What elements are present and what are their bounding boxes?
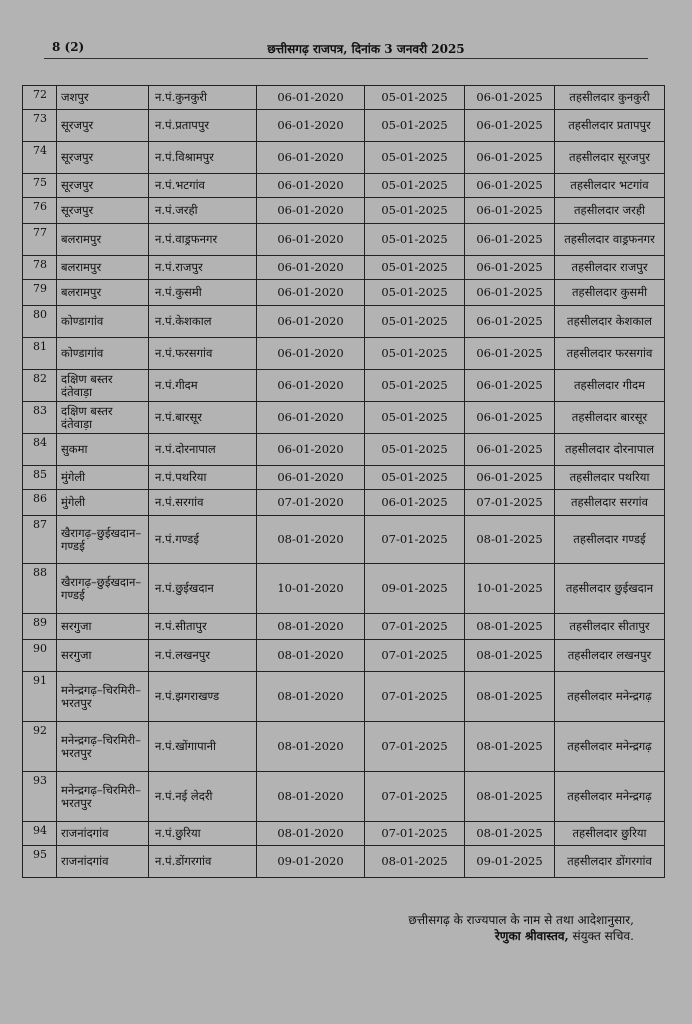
- date-col-3: 08-01-2025: [465, 672, 555, 722]
- serial-number: 88: [23, 564, 57, 614]
- table-row: [23, 722, 665, 772]
- date-col-1: 06-01-2020: [257, 224, 365, 256]
- date-col-2: 05-01-2025: [365, 256, 465, 280]
- date-col-3: 06-01-2025: [465, 256, 555, 280]
- date-col-1: 06-01-2020: [257, 402, 365, 434]
- date-col-2: 07-01-2025: [365, 640, 465, 672]
- table-row: [23, 822, 665, 846]
- signatory-line: [408, 928, 634, 944]
- date-col-3: 06-01-2025: [465, 338, 555, 370]
- district-name: मनेन्द्रगढ़–चिरमिरी–भरतपुर: [57, 772, 149, 822]
- serial-number: 84: [23, 434, 57, 466]
- district-name: बलरामपुर: [57, 280, 149, 306]
- officer-designation: तहसीलदार डोंगरगांव: [555, 846, 665, 878]
- date-col-2: 08-01-2025: [365, 846, 465, 878]
- date-col-3: 06-01-2025: [465, 110, 555, 142]
- date-col-2: 07-01-2025: [365, 614, 465, 640]
- nagar-panchayat: न.पं.कुनकुरी: [149, 86, 257, 110]
- date-col-3: 06-01-2025: [465, 198, 555, 224]
- officer-designation: तहसीलदार सीतापुर: [555, 614, 665, 640]
- date-col-3: 08-01-2025: [465, 822, 555, 846]
- date-col-1: 06-01-2020: [257, 198, 365, 224]
- date-col-1: 06-01-2020: [257, 280, 365, 306]
- signatory-title: संयुक्त सचिव.: [568, 929, 634, 943]
- date-col-3: 06-01-2025: [465, 174, 555, 198]
- date-col-1: 06-01-2020: [257, 86, 365, 110]
- date-col-1: 06-01-2020: [257, 338, 365, 370]
- district-name: दक्षिण बस्तर दंतेवाड़ा: [57, 402, 149, 434]
- date-col-3: 06-01-2025: [465, 370, 555, 402]
- nagar-panchayat: न.पं.वाड्रफनगर: [149, 224, 257, 256]
- serial-number: 87: [23, 516, 57, 564]
- date-col-2: 05-01-2025: [365, 338, 465, 370]
- header-rule: [44, 58, 648, 59]
- date-col-1: 10-01-2020: [257, 564, 365, 614]
- date-col-2: 05-01-2025: [365, 142, 465, 174]
- district-name: राजनांदगांव: [57, 846, 149, 878]
- nagar-panchayat: न.पं.गीदम: [149, 370, 257, 402]
- nagar-panchayat: न.पं.भटगांव: [149, 174, 257, 198]
- nagar-panchayat: न.पं.कुसमी: [149, 280, 257, 306]
- date-col-2: 07-01-2025: [365, 672, 465, 722]
- district-name: सूरजपुर: [57, 198, 149, 224]
- officer-designation: तहसीलदार वाड्रफनगर: [555, 224, 665, 256]
- officer-designation: तहसीलदार दोरनापाल: [555, 434, 665, 466]
- date-col-2: 09-01-2025: [365, 564, 465, 614]
- date-col-3: 06-01-2025: [465, 466, 555, 490]
- officer-designation: तहसीलदार फरसगांव: [555, 338, 665, 370]
- serial-number: 72: [23, 86, 57, 110]
- nagar-panchayat: न.पं.लखनपुर: [149, 640, 257, 672]
- district-name: राजनांदगांव: [57, 822, 149, 846]
- date-col-3: 06-01-2025: [465, 402, 555, 434]
- table-row: [23, 86, 665, 110]
- table-row: [23, 306, 665, 338]
- table-row: [23, 564, 665, 614]
- serial-number: 95: [23, 846, 57, 878]
- table-row: [23, 198, 665, 224]
- serial-number: 78: [23, 256, 57, 280]
- serial-number: 74: [23, 142, 57, 174]
- district-name: खैरागढ़–छुईखदान–गण्डई: [57, 564, 149, 614]
- nagar-panchayat: न.पं.विश्रामपुर: [149, 142, 257, 174]
- nagar-panchayat: न.पं.डोंगरगांव: [149, 846, 257, 878]
- nagar-panchayat: न.पं.पथरिया: [149, 466, 257, 490]
- table-row: [23, 280, 665, 306]
- table-row: [23, 174, 665, 198]
- district-name: सरगुजा: [57, 614, 149, 640]
- serial-number: 82: [23, 370, 57, 402]
- date-col-3: 08-01-2025: [465, 772, 555, 822]
- date-col-3: 09-01-2025: [465, 846, 555, 878]
- date-col-1: 08-01-2020: [257, 672, 365, 722]
- date-col-1: 08-01-2020: [257, 614, 365, 640]
- date-col-3: 10-01-2025: [465, 564, 555, 614]
- table-row: [23, 846, 665, 878]
- officer-designation: तहसीलदार मनेन्द्रगढ़: [555, 772, 665, 822]
- table-row: [23, 142, 665, 174]
- officer-designation: तहसीलदार गण्डई: [555, 516, 665, 564]
- district-name: दक्षिण बस्तर दंतेवाड़ा: [57, 370, 149, 402]
- officer-designation: तहसीलदार गीदम: [555, 370, 665, 402]
- officer-designation: तहसीलदार पथरिया: [555, 466, 665, 490]
- table-row: [23, 338, 665, 370]
- district-name: मुंगेली: [57, 466, 149, 490]
- officer-designation: तहसीलदार राजपुर: [555, 256, 665, 280]
- nagar-panchayat: न.पं.राजपुर: [149, 256, 257, 280]
- table-row: [23, 516, 665, 564]
- nagar-panchayat: न.पं.छुरिया: [149, 822, 257, 846]
- officer-designation: तहसीलदार केशकाल: [555, 306, 665, 338]
- date-col-3: 07-01-2025: [465, 490, 555, 516]
- table-row: [23, 434, 665, 466]
- date-col-1: 06-01-2020: [257, 466, 365, 490]
- date-col-2: 06-01-2025: [365, 490, 465, 516]
- nagar-panchayat: न.पं.सीतापुर: [149, 614, 257, 640]
- serial-number: 89: [23, 614, 57, 640]
- date-col-1: 06-01-2020: [257, 434, 365, 466]
- records-table: [22, 85, 665, 878]
- date-col-1: 06-01-2020: [257, 110, 365, 142]
- table-row: [23, 370, 665, 402]
- date-col-3: 06-01-2025: [465, 280, 555, 306]
- date-col-2: 05-01-2025: [365, 402, 465, 434]
- date-col-2: 05-01-2025: [365, 434, 465, 466]
- officer-designation: तहसीलदार लखनपुर: [555, 640, 665, 672]
- table-row: [23, 256, 665, 280]
- date-col-3: 06-01-2025: [465, 86, 555, 110]
- date-col-1: 06-01-2020: [257, 370, 365, 402]
- date-col-3: 08-01-2025: [465, 614, 555, 640]
- district-name: कोण्डागांव: [57, 338, 149, 370]
- serial-number: 77: [23, 224, 57, 256]
- page-number: 8 (2): [52, 40, 85, 54]
- date-col-3: 08-01-2025: [465, 722, 555, 772]
- district-name: मुंगेली: [57, 490, 149, 516]
- nagar-panchayat: न.पं.दोरनापाल: [149, 434, 257, 466]
- date-col-1: 06-01-2020: [257, 256, 365, 280]
- serial-number: 83: [23, 402, 57, 434]
- date-col-3: 08-01-2025: [465, 640, 555, 672]
- date-col-1: 06-01-2020: [257, 306, 365, 338]
- district-name: बलरामपुर: [57, 256, 149, 280]
- table-row: [23, 110, 665, 142]
- date-col-1: 06-01-2020: [257, 174, 365, 198]
- date-col-1: 08-01-2020: [257, 722, 365, 772]
- officer-designation: तहसीलदार प्रतापपुर: [555, 110, 665, 142]
- district-name: सरगुजा: [57, 640, 149, 672]
- officer-designation: तहसीलदार कुसमी: [555, 280, 665, 306]
- date-col-1: 07-01-2020: [257, 490, 365, 516]
- serial-number: 81: [23, 338, 57, 370]
- records-table-body: [23, 86, 665, 878]
- table-row: [23, 640, 665, 672]
- nagar-panchayat: न.पं.नई लेदरी: [149, 772, 257, 822]
- date-col-3: 08-01-2025: [465, 516, 555, 564]
- table-row: [23, 490, 665, 516]
- signature-block: [408, 912, 634, 944]
- serial-number: 91: [23, 672, 57, 722]
- district-name: मनेन्द्रगढ़–चिरमिरी–भरतपुर: [57, 722, 149, 772]
- nagar-panchayat: न.पं.छुईखदान: [149, 564, 257, 614]
- date-col-2: 05-01-2025: [365, 86, 465, 110]
- date-col-3: 06-01-2025: [465, 224, 555, 256]
- officer-designation: तहसीलदार सरगांव: [555, 490, 665, 516]
- date-col-2: 05-01-2025: [365, 306, 465, 338]
- serial-number: 85: [23, 466, 57, 490]
- officer-designation: तहसीलदार कुनकुरी: [555, 86, 665, 110]
- serial-number: 90: [23, 640, 57, 672]
- serial-number: 93: [23, 772, 57, 822]
- date-col-2: 05-01-2025: [365, 110, 465, 142]
- date-col-2: 05-01-2025: [365, 224, 465, 256]
- officer-designation: तहसीलदार मनेन्द्रगढ़: [555, 722, 665, 772]
- date-col-1: 08-01-2020: [257, 516, 365, 564]
- nagar-panchayat: न.पं.फरसगांव: [149, 338, 257, 370]
- date-col-1: 06-01-2020: [257, 142, 365, 174]
- officer-designation: तहसीलदार बारसूर: [555, 402, 665, 434]
- date-col-2: 05-01-2025: [365, 198, 465, 224]
- nagar-panchayat: न.पं.जरही: [149, 198, 257, 224]
- date-col-2: 05-01-2025: [365, 466, 465, 490]
- serial-number: 73: [23, 110, 57, 142]
- table-row: [23, 466, 665, 490]
- district-name: कोण्डागांव: [57, 306, 149, 338]
- date-col-1: 08-01-2020: [257, 772, 365, 822]
- nagar-panchayat: न.पं.गण्डई: [149, 516, 257, 564]
- date-col-2: 07-01-2025: [365, 516, 465, 564]
- nagar-panchayat: न.पं.बारसूर: [149, 402, 257, 434]
- date-col-3: 06-01-2025: [465, 142, 555, 174]
- officer-designation: तहसीलदार छुरिया: [555, 822, 665, 846]
- serial-number: 80: [23, 306, 57, 338]
- table-row: [23, 402, 665, 434]
- table-row: [23, 614, 665, 640]
- date-col-1: 09-01-2020: [257, 846, 365, 878]
- table-row: [23, 772, 665, 822]
- officer-designation: तहसीलदार सूरजपुर: [555, 142, 665, 174]
- nagar-panchayat: न.पं.केशकाल: [149, 306, 257, 338]
- serial-number: 92: [23, 722, 57, 772]
- nagar-panchayat: न.पं.खोंगापानी: [149, 722, 257, 772]
- district-name: सुकमा: [57, 434, 149, 466]
- signatory-name: रेणुका श्रीवास्तव,: [494, 929, 569, 943]
- serial-number: 79: [23, 280, 57, 306]
- district-name: जशपुर: [57, 86, 149, 110]
- serial-number: 94: [23, 822, 57, 846]
- date-col-3: 06-01-2025: [465, 306, 555, 338]
- date-col-1: 08-01-2020: [257, 822, 365, 846]
- date-col-1: 08-01-2020: [257, 640, 365, 672]
- nagar-panchayat: न.पं.प्रतापपुर: [149, 110, 257, 142]
- officer-designation: तहसीलदार जरही: [555, 198, 665, 224]
- order-line: छत्तीसगढ़ के राज्यपाल के नाम से तथा आदेशानुसार,: [408, 913, 634, 927]
- date-col-2: 05-01-2025: [365, 174, 465, 198]
- gazette-header-title: छत्तीसगढ़ राजपत्र, दिनांक 3 जनवरी 2025: [267, 42, 465, 56]
- serial-number: 76: [23, 198, 57, 224]
- date-col-3: 06-01-2025: [465, 434, 555, 466]
- table-row: [23, 224, 665, 256]
- officer-designation: तहसीलदार भटगांव: [555, 174, 665, 198]
- date-col-2: 07-01-2025: [365, 722, 465, 772]
- table-row: [23, 672, 665, 722]
- officer-designation: तहसीलदार छुईखदान: [555, 564, 665, 614]
- district-name: सूरजपुर: [57, 174, 149, 198]
- officer-designation: तहसीलदार मनेन्द्रगढ़: [555, 672, 665, 722]
- serial-number: 75: [23, 174, 57, 198]
- district-name: खैरागढ़–छुईखदान–गण्डई: [57, 516, 149, 564]
- date-col-2: 05-01-2025: [365, 370, 465, 402]
- date-col-2: 07-01-2025: [365, 772, 465, 822]
- nagar-panchayat: न.पं.सरगांव: [149, 490, 257, 516]
- district-name: सूरजपुर: [57, 142, 149, 174]
- district-name: बलरामपुर: [57, 224, 149, 256]
- district-name: सूरजपुर: [57, 110, 149, 142]
- nagar-panchayat: न.पं.झगराखण्ड: [149, 672, 257, 722]
- serial-number: 86: [23, 490, 57, 516]
- date-col-2: 05-01-2025: [365, 280, 465, 306]
- date-col-2: 07-01-2025: [365, 822, 465, 846]
- district-name: मनेन्द्रगढ़–चिरमिरी–भरतपुर: [57, 672, 149, 722]
